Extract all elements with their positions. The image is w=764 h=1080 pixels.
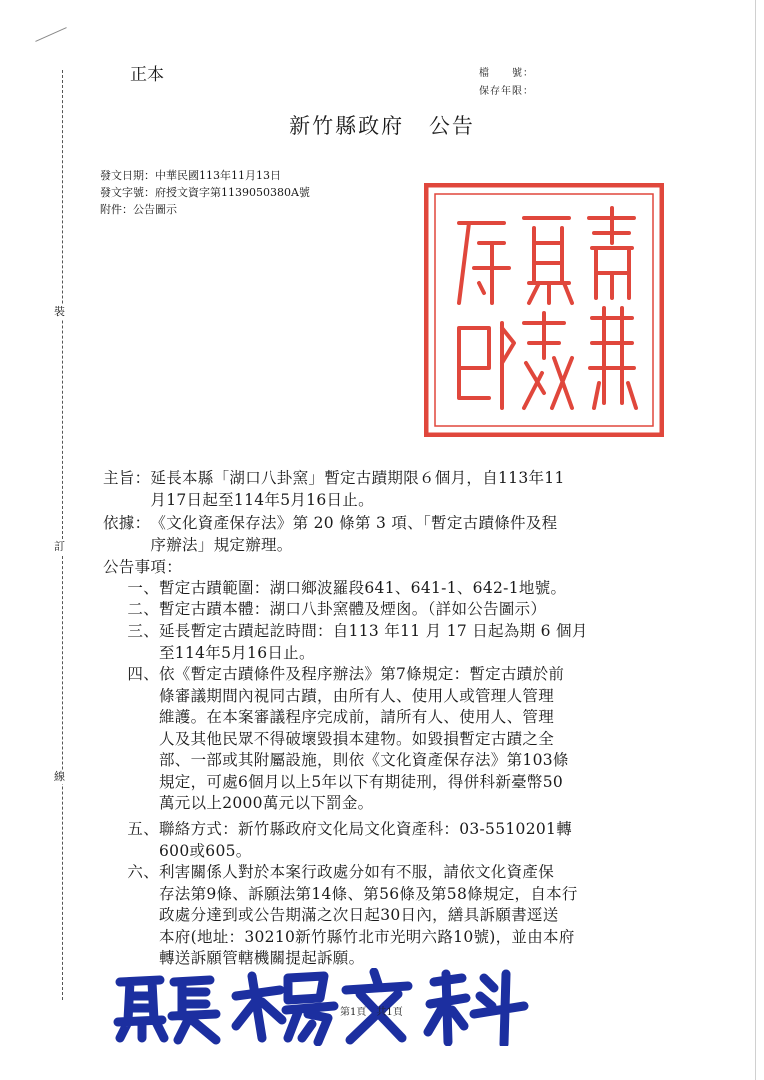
binding-mark-zhuang: 裝: [54, 305, 65, 318]
issue-date: 發文日期：中華民國113年11月13日: [100, 169, 281, 182]
text-line: 依《暫定古蹟條件及程序辦法》第7條規定：暫定古蹟於前: [159, 665, 565, 683]
basis-label: 依據：: [103, 514, 151, 532]
text-line: 部、一部或其附屬設施，則依《文化資產保存法》第103條: [159, 751, 569, 769]
retention-label: 保存年限：: [479, 86, 534, 97]
subject-section: [103, 468, 565, 511]
item-number: 五、: [127, 820, 159, 838]
file-number-label: 檔 號：: [479, 68, 534, 79]
text-line: 月17日起至114年5月16日止。: [150, 490, 374, 509]
item-number: 三、: [127, 622, 159, 640]
notice-item: [117, 819, 572, 862]
notice-item: [117, 862, 578, 970]
binding-mark-ding: 訂: [54, 540, 65, 553]
attachment-note: 附件：公告圖示: [100, 203, 177, 216]
text-line: 存法第9條、訴願法第14條、第56條及第58條規定，自本行: [159, 884, 578, 903]
page-title: [0, 110, 764, 140]
document-number: 發文字號：府授文資字第1139050380A號: [100, 186, 310, 199]
text-line: 《文化資產保存法》第 20 條第 3 項、「暫定古蹟條件及程: [150, 514, 558, 532]
notice-item: [117, 621, 588, 664]
agency-name: 新竹縣政府: [289, 114, 405, 138]
text-line: 暫定古蹟範圍：湖口鄉波羅段641、641-1、642-1地號。: [159, 579, 567, 597]
official-seal: [424, 183, 664, 437]
text-line: 至114年5月16日止。: [159, 643, 315, 662]
copy-type-label: 正本: [130, 65, 164, 85]
text-line: 轉送訴願管轄機關提起訴願。: [159, 949, 365, 967]
text-line: 序辦法」規定辦理。: [150, 535, 293, 554]
subject-label: 主旨：: [103, 469, 151, 487]
basis-text: [150, 513, 557, 556]
text-line: 600或605。: [159, 841, 252, 860]
subject-text: [150, 468, 564, 511]
text-line: 暫定古蹟本體：湖口八卦窯體及煙囪。（詳如公告圖示）: [159, 600, 547, 618]
item-number: 一、: [127, 579, 159, 597]
page-number: 第1頁 共1頁: [340, 1007, 403, 1018]
text-line: 萬元以上2000萬元以下罰金。: [159, 794, 374, 812]
notice-item: [117, 664, 569, 815]
text-line: 政處分達到或公告期滿之次日起30日內，繕具訴願書逕送: [159, 906, 559, 924]
text-line: 聯絡方式：新竹縣政府文化局文化資產科：03-5510201轉: [159, 820, 572, 838]
text-line: 條審議期間內視同古蹟，由所有人、使用人或管理人管理: [159, 686, 555, 705]
basis-section: [103, 513, 557, 556]
item-number: 四、: [127, 665, 159, 683]
pen-mark: [35, 27, 66, 42]
page-edge-line: [755, 0, 756, 1080]
text-line: 維護。在本案審議程序完成前，請所有人、使用人、管理: [159, 708, 555, 726]
text-line: 本府(地址：30210新竹縣竹北市光明六路10號)，並由本府: [159, 927, 575, 946]
text-line: 規定，可處6個月以上5年以下有期徒刑，得併科新臺幣50: [159, 772, 564, 791]
item-number: 二、: [127, 600, 159, 618]
notice-item: [117, 578, 566, 600]
document-header-fields: [100, 167, 310, 218]
text-line: 延長暫定古蹟起訖時間：自113 年11 月 17 日起為期 6 個月: [159, 622, 588, 640]
text-line: 延長本縣「湖口八卦窯」暫定古蹟期限６個月，自113年11: [150, 469, 565, 487]
binding-line: [62, 70, 63, 1000]
mayor-signature-stamp: [112, 968, 532, 1046]
document-type: 公告: [428, 114, 475, 138]
notice-items-label: 公告事項：: [103, 558, 183, 576]
binding-mark-xian: 線: [54, 770, 65, 783]
notice-item: [117, 599, 546, 621]
text-line: 利害關係人對於本案行政處分如有不服，請依文化資產保: [159, 863, 555, 881]
item-number: 六、: [127, 863, 159, 881]
text-line: 人及其他民眾不得破壞毀損本建物。如毀損暫定古蹟之全: [159, 729, 555, 748]
